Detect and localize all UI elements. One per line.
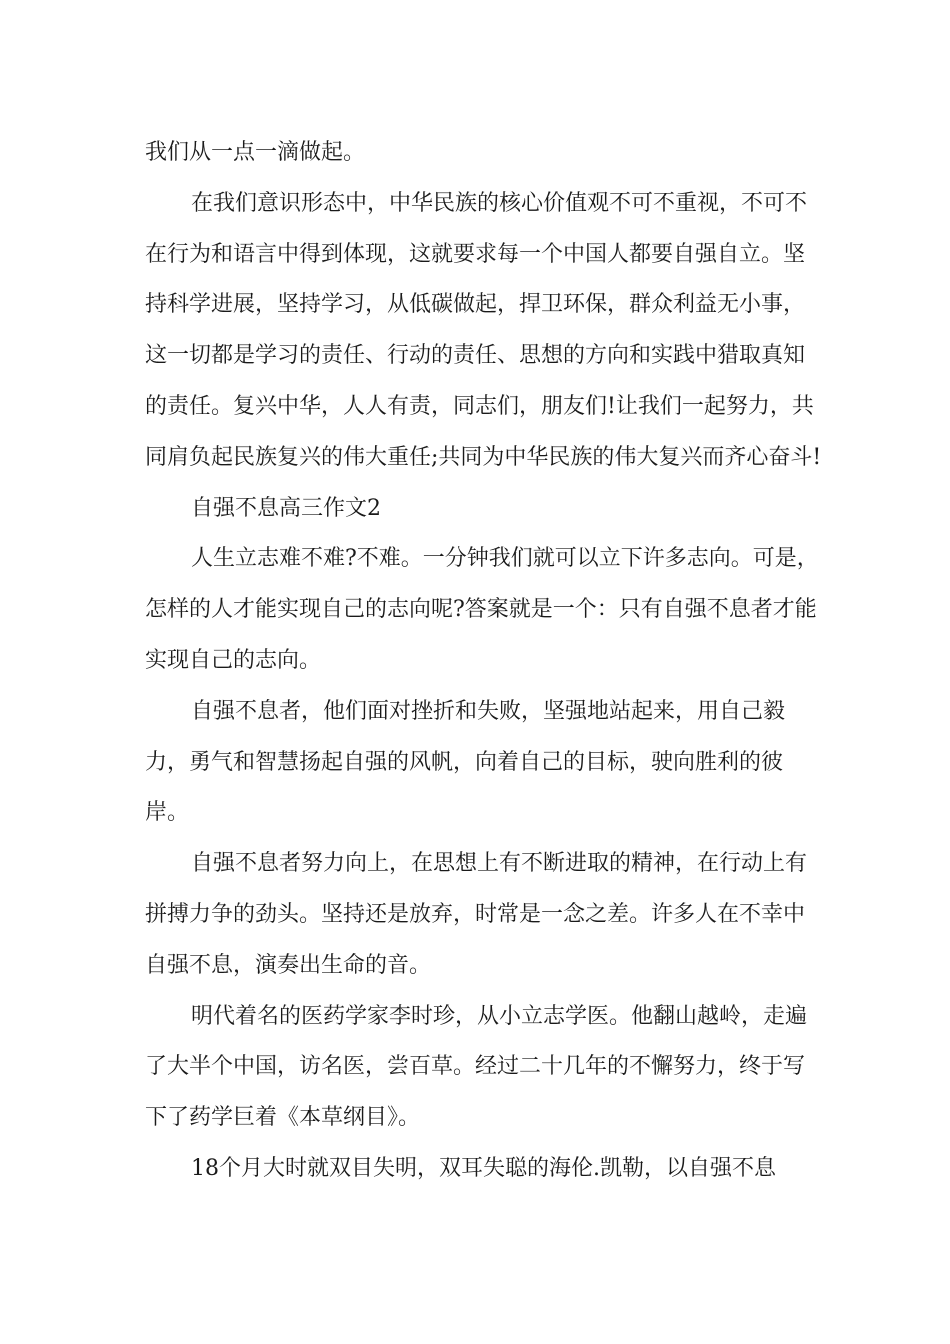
paragraph-perseverance: 自强不息者，他们面对挫折和失败，坚强地站起来，用自己毅力，勇气和智慧扬起自强的风帆，向着自己的目标，驶向胜利的彼岸。 — [145, 698, 786, 826]
document-body — [145, 128, 825, 1195]
paragraph-helen-keller: 18个月大时就双目失明，双耳失聪的海伦.凯勒，以自强不息 — [191, 1155, 776, 1181]
essay-heading: 自强不息高三作文2 — [191, 495, 381, 521]
paragraph-ambition: 人生立志难不难?不难。一分钟我们就可以立下许多志向。可是，怎样的人才能实现自己的志向呢?答案就是一个：只有自强不息者才能实现自己的志向。 — [145, 546, 819, 673]
paragraph-li-shizhen: 明代着名的医药学家李时珍，从小立志学医。他翻山越岭，走遍了大半个中国，访名医，尝百草。经过二十几年的不懈努力，终于写下了药学巨着《本草纲目》。 — [145, 1003, 808, 1131]
paragraph-values: 在我们意识形态中，中华民族的核心价值观不可不重视，不可不在行为和语言中得到体现，这就要求每一个中国人都要自强自立。坚持科学进展，坚持学习，从低碳做起，捍卫环保，群众利益无小事，这一切都是学习的责任、行动的责任、思想的方向和实践中猎取真知的责任。复兴中华，人人有责，同志们，朋友们!让我们一起努力，共同肩负起民族复兴的伟大重任;共同为中华民族的伟大复兴而齐心奋斗! — [145, 190, 822, 470]
paragraph-continuation: 我们从一点一滴做起。 — [145, 140, 366, 165]
paragraph-striving: 自强不息者努力向上，在思想上有不断进取的精神，在行动上有拼搏力争的劲头。坚持还是放弃，时常是一念之差。许多人在不幸中自强不息，演奏出生命的音。 — [145, 851, 808, 978]
